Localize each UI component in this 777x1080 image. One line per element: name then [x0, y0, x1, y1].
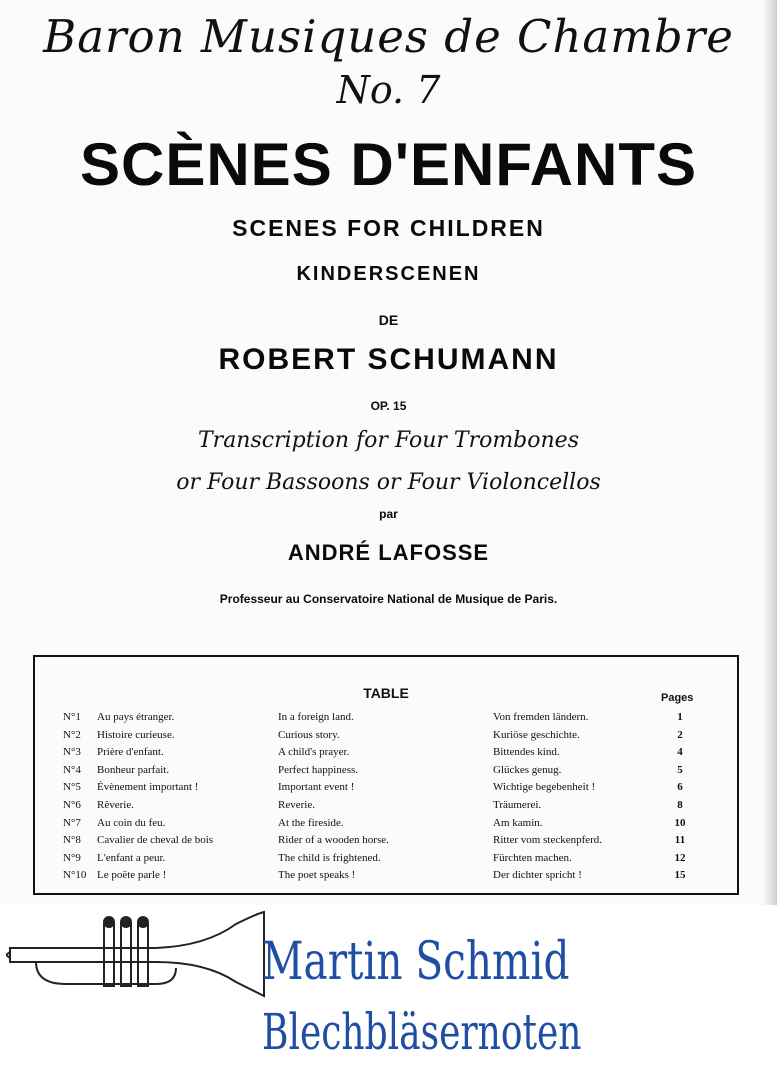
toc-page: 5	[677, 763, 683, 776]
toc-title-de: Ritter vom steckenpferd.	[493, 834, 603, 847]
toc-number: N°8	[63, 834, 81, 847]
toc-title-de: Kuriöse geschichte.	[493, 728, 580, 741]
toc-title-fr: L'enfant a peur.	[97, 851, 166, 864]
toc-title-en: Reverie.	[278, 799, 315, 811]
par-label: par	[379, 507, 398, 521]
transcription-line-1: Transcription for Four Trombones	[198, 428, 579, 453]
subtitle-english: SCENES FOR CHILDREN	[232, 215, 545, 241]
toc-page: 4	[677, 746, 683, 759]
toc-title-en: At the fireside.	[278, 816, 344, 829]
toc-title-fr: Cavalier de cheval de bois	[97, 834, 214, 847]
toc-number: N°10	[63, 869, 87, 882]
arranger-name: ANDRÉ LAFOSSE	[287, 540, 490, 565]
toc-page: 11	[674, 834, 686, 847]
toc-pages-header: Pages	[661, 692, 694, 704]
toc-page: 2	[677, 728, 683, 741]
toc-row	[63, 729, 713, 746]
toc-title-en: The child is frightened.	[278, 851, 381, 864]
toc-title-en: Perfect happiness.	[278, 763, 359, 776]
toc-number: N°2	[63, 728, 81, 741]
toc-page: 12	[674, 851, 686, 864]
toc-title-fr: Évènement important !	[97, 781, 199, 794]
series-title: Baron Musiques de Chambre	[43, 10, 734, 63]
toc-page: 6	[677, 781, 683, 794]
toc-row	[63, 869, 713, 886]
arranger-affiliation: Professeur au Conservatoire National de Musique de Paris.	[219, 592, 558, 606]
toc-page: 1	[677, 711, 683, 723]
toc-title-en: Important event !	[278, 781, 355, 794]
toc-page: 8	[677, 799, 683, 811]
work-title: SCÈNES D'ENFANTS	[79, 131, 698, 198]
toc-title-fr: Au pays étranger.	[97, 711, 175, 723]
toc-title-de: Am kamin.	[493, 816, 543, 829]
toc-title-en: A child's prayer.	[278, 746, 350, 759]
toc-row	[63, 799, 713, 816]
transcription-line-2: or Four Bassoons or Four Violoncellos	[176, 470, 601, 495]
toc-row	[63, 834, 713, 851]
series-number: No. 7	[336, 68, 441, 112]
by-label: DE	[378, 312, 399, 328]
toc-number: N°4	[63, 763, 81, 776]
toc-title-fr: Prière d'enfant.	[97, 746, 164, 759]
toc-title-en: Rider of a wooden horse.	[278, 834, 389, 847]
toc-title-en: The poet speaks !	[278, 869, 356, 882]
publisher-tagline: Blechbläsernoten	[262, 1003, 582, 1061]
trumpet-icon	[6, 910, 268, 1000]
toc-title-en: In a foreign land.	[278, 711, 354, 723]
toc-title-fr: Le poëte parle !	[97, 869, 167, 882]
toc-title-de: Von fremden ländern.	[493, 711, 589, 723]
toc-number: N°3	[63, 746, 81, 759]
toc-title-de: Wichtige begebenheit !	[493, 781, 596, 794]
toc-title-de: Bittendes kind.	[493, 746, 560, 759]
toc-number: N°7	[63, 816, 81, 829]
toc-title-fr: Bonheur parfait.	[97, 763, 170, 776]
toc-number: N°9	[63, 851, 81, 864]
opus-number: OP. 15	[370, 399, 407, 413]
toc-row	[63, 711, 713, 728]
toc-title-en: Curious story.	[278, 728, 340, 741]
toc-title: TABLE	[363, 685, 409, 701]
toc-number: N°5	[63, 781, 81, 794]
toc-title-de: Glückes genug.	[493, 763, 562, 776]
toc-page: 10	[674, 816, 686, 829]
toc-title-fr: Rêverie.	[97, 799, 134, 811]
composer-name: ROBERT SCHUMANN	[218, 343, 559, 376]
toc-row	[63, 852, 713, 869]
toc-title-de: Träumerei.	[493, 799, 542, 811]
toc-page: 15	[674, 869, 686, 882]
toc-row	[63, 746, 713, 763]
toc-title-fr: Au coin du feu.	[97, 816, 166, 829]
toc-number: N°6	[63, 799, 81, 811]
toc-number: N°1	[63, 711, 81, 723]
toc-row	[63, 781, 713, 798]
toc-title-de: Fürchten machen.	[493, 851, 572, 864]
publisher-name: Martin Schmid	[262, 932, 570, 992]
toc-row	[63, 817, 713, 834]
toc-row	[63, 764, 713, 781]
table-of-contents	[33, 655, 739, 895]
subtitle-german: KINDERSCENEN	[296, 263, 481, 285]
toc-title-de: Der dichter spricht !	[493, 869, 582, 882]
toc-title-fr: Histoire curieuse.	[97, 728, 175, 741]
